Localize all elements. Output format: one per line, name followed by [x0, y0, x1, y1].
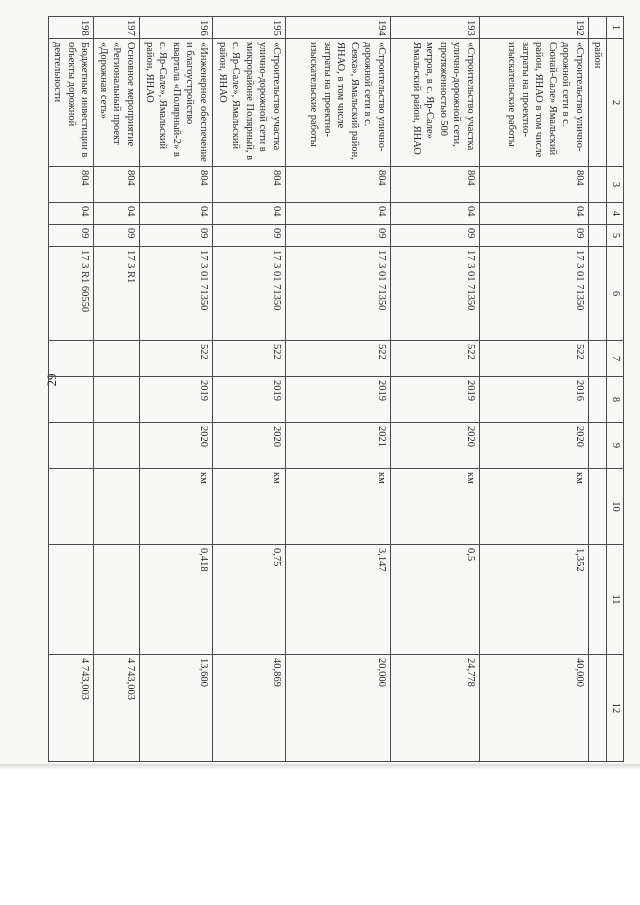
- col5-value: 09: [285, 225, 390, 247]
- col9-year: [94, 423, 139, 469]
- col10-unit: км: [139, 469, 212, 545]
- col7-value: 522: [285, 341, 390, 377]
- table-row: [48, 17, 93, 762]
- col8-year: [48, 377, 93, 423]
- col3-value: 804: [285, 167, 390, 203]
- col6-code: 17 3 01 71350: [479, 247, 588, 341]
- col3-value: 804: [139, 167, 212, 203]
- item-name: «Строительство участка улично-дорожной сети в микрорайоне Полярный, в с. Яр-Сале», Ямальский район, ЯНАО: [212, 39, 285, 167]
- col10-unit: км: [390, 469, 479, 545]
- row-number: 197: [94, 17, 139, 39]
- table-cell: [588, 377, 606, 423]
- header-cell: 3: [607, 167, 624, 203]
- col6-code: 17 3 R1 60550: [48, 247, 93, 341]
- table-row: [94, 17, 139, 762]
- col10-unit: км: [285, 469, 390, 545]
- col10-unit: км: [479, 469, 588, 545]
- table-cell: [588, 225, 606, 247]
- row-number: 193: [390, 17, 479, 39]
- col5-value: 09: [479, 225, 588, 247]
- col8-year: 2019: [212, 377, 285, 423]
- col3-value: 804: [390, 167, 479, 203]
- col6-code: 17 3 01 71350: [139, 247, 212, 341]
- table-cell: [588, 545, 606, 655]
- col8-year: 2019: [390, 377, 479, 423]
- col4-value: 04: [94, 203, 139, 225]
- header-cell: 8: [607, 377, 624, 423]
- continuation-row: [588, 17, 606, 762]
- table-row: [285, 17, 390, 762]
- col4-value: 04: [212, 203, 285, 225]
- item-name: «Строительство улично-дорожной сети в с. Сюнай-Сале» Ямальский район, ЯНАО в том числе затраты на проектно-изыскательские работы: [479, 39, 588, 167]
- col12-amount: 24,778: [390, 655, 479, 762]
- col4-value: 04: [48, 203, 93, 225]
- col4-value: 04: [139, 203, 212, 225]
- page-number: 29: [44, 373, 59, 387]
- col12-amount: 40,000: [479, 655, 588, 762]
- col11-value: 1,352: [479, 545, 588, 655]
- item-name: «Строительство улично-дорожной сети в с. Сеяха», Ямальский район, ЯНАО, в том числе затраты на проектно-изыскательские работы: [285, 39, 390, 167]
- col8-year: [94, 377, 139, 423]
- col11-value: 0,75: [212, 545, 285, 655]
- table-cell: [588, 167, 606, 203]
- col9-year: 2020: [212, 423, 285, 469]
- table-row: [390, 17, 479, 762]
- scan-edge-shadow: [0, 764, 640, 770]
- table-row: [139, 17, 212, 762]
- header-cell: 9: [607, 423, 624, 469]
- rotated-table-wrapper: [52, 16, 624, 761]
- item-name: Бюджетные инвестиции в объекты дорожной деятельности: [48, 39, 93, 167]
- col9-year: 2020: [139, 423, 212, 469]
- header-cell: 10: [607, 469, 624, 545]
- col12-amount: 20,000: [285, 655, 390, 762]
- col11-value: [94, 545, 139, 655]
- col8-year: 2016: [479, 377, 588, 423]
- header-cell: 6: [607, 247, 624, 341]
- header-cell: 5: [607, 225, 624, 247]
- col9-year: 2021: [285, 423, 390, 469]
- col4-value: 04: [390, 203, 479, 225]
- header-row: [607, 17, 624, 762]
- row-number: 195: [212, 17, 285, 39]
- col8-year: 2019: [139, 377, 212, 423]
- item-name: «Строительство участка улично-дорожной сети, протяженностью 500 метров, в с. Яр-Сале» Ямальский район, ЯНАО: [390, 39, 479, 167]
- col10-unit: [48, 469, 93, 545]
- col10-unit: [94, 469, 139, 545]
- col5-value: 09: [212, 225, 285, 247]
- header-cell: 7: [607, 341, 624, 377]
- col7-value: 522: [390, 341, 479, 377]
- col11-value: 3,147: [285, 545, 390, 655]
- table-cell: [588, 247, 606, 341]
- table-cell: [588, 341, 606, 377]
- table-cell: [588, 655, 606, 762]
- col7-value: [48, 341, 93, 377]
- header-cell: 4: [607, 203, 624, 225]
- col6-code: 17 3 01 71350: [390, 247, 479, 341]
- col5-value: 09: [139, 225, 212, 247]
- col8-year: 2019: [285, 377, 390, 423]
- row-number: 192: [479, 17, 588, 39]
- col7-value: 522: [212, 341, 285, 377]
- col3-value: 804: [212, 167, 285, 203]
- item-name: Основное мероприятие «Региональный проект «Дорожная сеть»: [94, 39, 139, 167]
- col11-value: [48, 545, 93, 655]
- header-cell: 12: [607, 655, 624, 762]
- row-number: 194: [285, 17, 390, 39]
- table-cell: [588, 203, 606, 225]
- table-cell: [588, 17, 606, 39]
- col3-value: 804: [48, 167, 93, 203]
- col11-value: 0,418: [139, 545, 212, 655]
- col12-amount: 4 743,003: [48, 655, 93, 762]
- table-row: [479, 17, 588, 762]
- col11-value: 0,5: [390, 545, 479, 655]
- header-cell: 11: [607, 545, 624, 655]
- col3-value: 804: [479, 167, 588, 203]
- table-row: [212, 17, 285, 762]
- col5-value: 09: [94, 225, 139, 247]
- col12-amount: 13,600: [139, 655, 212, 762]
- col9-year: 2020: [390, 423, 479, 469]
- col9-year: [48, 423, 93, 469]
- col4-value: 04: [285, 203, 390, 225]
- row-number: 196: [139, 17, 212, 39]
- col12-amount: 4 743,003: [94, 655, 139, 762]
- col10-unit: км: [212, 469, 285, 545]
- table-cell: [588, 469, 606, 545]
- col6-code: 17 3 01 71350: [285, 247, 390, 341]
- budget-table: [48, 16, 624, 762]
- col5-value: 09: [390, 225, 479, 247]
- col6-code: 17 3 01 71350: [212, 247, 285, 341]
- header-cell: 1: [607, 17, 624, 39]
- col5-value: 09: [48, 225, 93, 247]
- table-cell: [588, 423, 606, 469]
- col7-value: 522: [139, 341, 212, 377]
- col4-value: 04: [479, 203, 588, 225]
- row-number: 198: [48, 17, 93, 39]
- header-cell: 2: [607, 39, 624, 167]
- col12-amount: 40,869: [212, 655, 285, 762]
- continuation-text: район: [588, 39, 606, 167]
- col9-year: 2020: [479, 423, 588, 469]
- col6-code: 17 3 R1: [94, 247, 139, 341]
- col3-value: 804: [94, 167, 139, 203]
- col7-value: [94, 341, 139, 377]
- item-name: «Инженерное обеспечение и благоустройство квартала «Полярный-2» в с. Яр-Сале», Ямальский район, ЯНАО: [139, 39, 212, 167]
- col7-value: 522: [479, 341, 588, 377]
